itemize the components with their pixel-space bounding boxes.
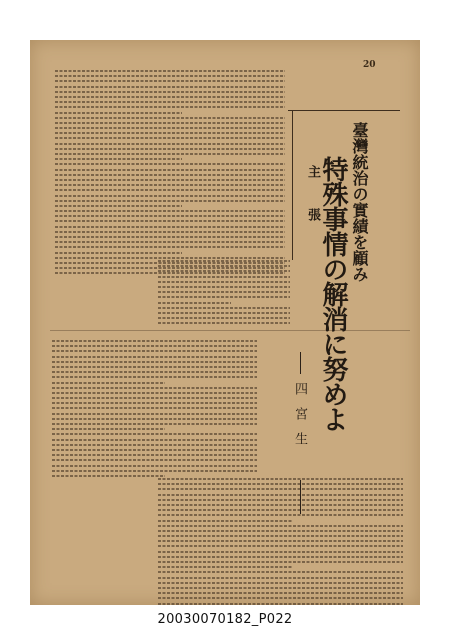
text-line xyxy=(158,504,403,506)
text-line xyxy=(52,387,257,389)
text-line xyxy=(55,163,285,165)
text-line xyxy=(158,478,403,480)
body-text-block-top-left xyxy=(55,70,285,278)
headline-title: 特殊事情の解消に努めよ xyxy=(318,156,348,431)
text-line xyxy=(55,96,285,98)
text-line xyxy=(158,520,293,522)
text-line xyxy=(158,260,290,262)
text-line xyxy=(55,143,285,145)
text-line xyxy=(55,210,285,212)
text-line xyxy=(55,112,182,114)
text-line xyxy=(158,494,403,496)
text-line xyxy=(52,350,257,352)
text-line xyxy=(158,545,403,547)
text-line xyxy=(158,499,403,501)
text-line xyxy=(158,322,290,324)
text-line xyxy=(158,603,403,605)
headline-subtitle: 臺灣統治の實績を顧み xyxy=(350,122,369,282)
headline-rule-top xyxy=(288,110,400,111)
text-line xyxy=(55,137,285,139)
text-line xyxy=(52,376,257,378)
page-number: 20 xyxy=(363,60,376,70)
text-line xyxy=(55,189,285,191)
text-line xyxy=(55,184,285,186)
text-line xyxy=(158,291,290,293)
text-line xyxy=(55,236,285,238)
text-line xyxy=(52,402,257,404)
text-line xyxy=(52,449,257,451)
text-line xyxy=(55,122,285,124)
section-tag: 主張 xyxy=(305,165,320,251)
text-line xyxy=(158,281,290,283)
text-line xyxy=(158,302,231,304)
text-line xyxy=(158,577,403,579)
text-line xyxy=(55,127,285,129)
text-line xyxy=(55,195,285,197)
text-line xyxy=(158,317,290,319)
text-line xyxy=(52,423,257,425)
text-line xyxy=(158,276,290,278)
text-line xyxy=(52,392,257,394)
text-line xyxy=(55,215,285,217)
text-line xyxy=(158,551,403,553)
text-line xyxy=(158,556,403,558)
text-line xyxy=(158,296,290,298)
column-divider xyxy=(50,330,410,331)
text-line xyxy=(55,200,285,202)
text-line xyxy=(55,174,285,176)
text-line xyxy=(158,571,403,573)
text-line xyxy=(52,439,257,441)
text-line xyxy=(158,582,403,584)
text-line xyxy=(52,413,257,415)
text-line xyxy=(158,561,403,563)
body-text-block-bottom-left xyxy=(52,340,257,480)
text-line xyxy=(52,407,257,409)
text-line xyxy=(158,483,403,485)
text-line xyxy=(52,382,165,384)
text-line xyxy=(52,361,257,363)
text-line xyxy=(55,226,285,228)
body-text-block-bottom-right xyxy=(158,478,403,608)
text-line xyxy=(55,179,285,181)
text-line xyxy=(52,444,257,446)
text-line xyxy=(55,91,285,93)
text-line xyxy=(158,307,290,309)
text-line xyxy=(158,597,403,599)
text-line xyxy=(52,465,257,467)
text-line xyxy=(55,101,285,103)
text-line xyxy=(158,514,403,516)
text-line xyxy=(52,470,257,472)
text-line xyxy=(158,540,403,542)
text-line xyxy=(158,509,403,511)
text-line xyxy=(52,397,257,399)
text-line xyxy=(55,252,182,254)
text-line xyxy=(158,566,293,568)
text-line xyxy=(55,80,285,82)
image-caption: 20030070182_P022 xyxy=(157,612,293,627)
author-name: 四宮生 xyxy=(292,382,307,457)
text-line xyxy=(55,205,182,207)
text-line xyxy=(52,345,257,347)
body-text-block-middle xyxy=(158,260,290,327)
headline-rule-left xyxy=(292,110,293,260)
text-line xyxy=(52,454,257,456)
text-line xyxy=(55,169,285,171)
text-line xyxy=(55,75,285,77)
text-line xyxy=(158,587,403,589)
text-line xyxy=(52,433,257,435)
author-dash-top xyxy=(300,352,301,374)
text-line xyxy=(158,530,403,532)
text-line xyxy=(158,592,403,594)
text-line xyxy=(158,265,290,267)
text-line xyxy=(158,488,403,490)
text-line xyxy=(52,340,257,342)
text-line xyxy=(55,148,285,150)
text-line xyxy=(55,153,285,155)
text-line xyxy=(158,525,403,527)
text-line xyxy=(52,371,257,373)
text-line xyxy=(52,428,165,430)
text-line xyxy=(52,366,257,368)
text-line xyxy=(55,257,285,259)
author-dash-bottom xyxy=(300,480,301,514)
text-line xyxy=(52,475,165,477)
text-line xyxy=(55,86,285,88)
text-line xyxy=(55,158,182,160)
text-line xyxy=(158,270,290,272)
text-line xyxy=(52,356,257,358)
text-line xyxy=(55,231,285,233)
document-page xyxy=(30,40,420,605)
text-line xyxy=(55,132,285,134)
text-line xyxy=(52,418,257,420)
text-line xyxy=(55,246,285,248)
text-line xyxy=(55,117,285,119)
text-line xyxy=(158,312,290,314)
text-line xyxy=(52,459,257,461)
text-line xyxy=(55,241,285,243)
text-line xyxy=(55,106,285,108)
text-line xyxy=(158,286,290,288)
text-line xyxy=(55,220,285,222)
text-line xyxy=(55,70,285,72)
text-line xyxy=(158,535,403,537)
